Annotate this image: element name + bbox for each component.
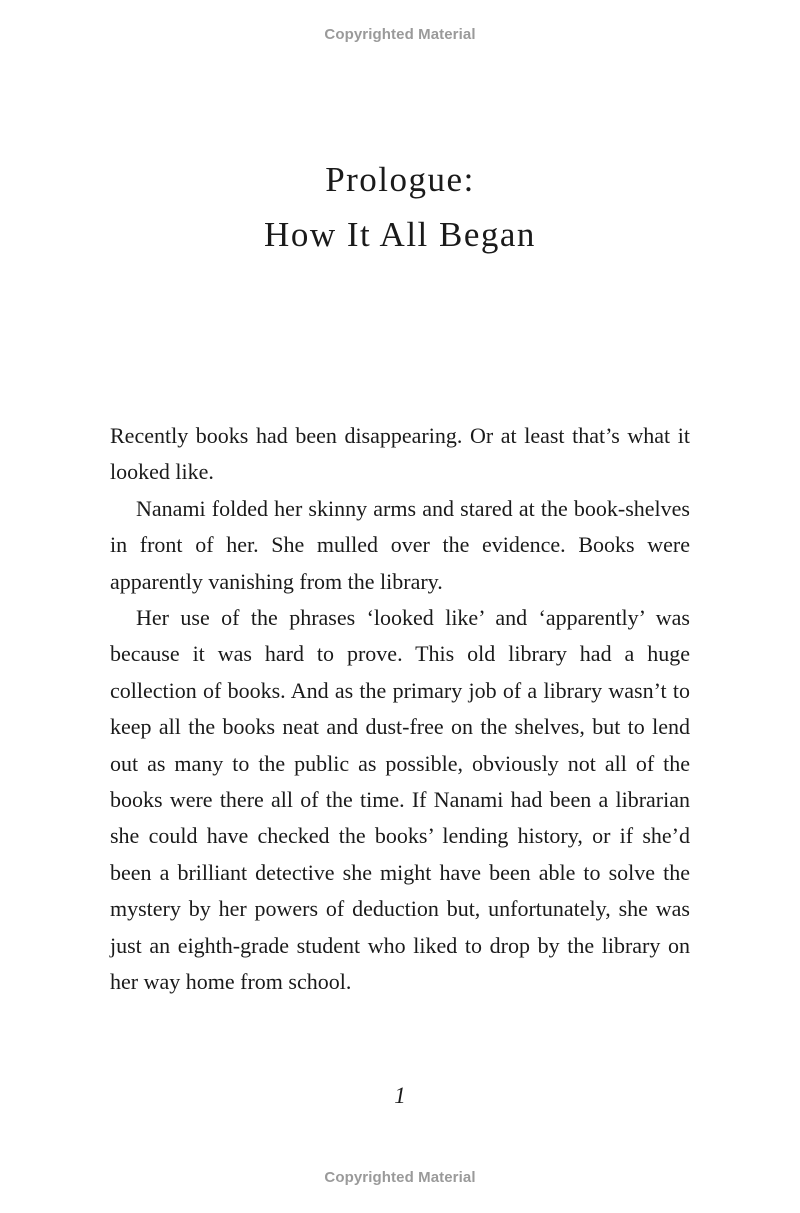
copyright-watermark-bottom: Copyrighted Material <box>324 1169 476 1186</box>
copyright-watermark-top: Copyrighted Material <box>324 26 476 43</box>
body-text <box>110 418 690 1001</box>
page-number: 1 <box>394 1083 406 1108</box>
chapter-title-line-2: How It All Began <box>264 215 536 254</box>
paragraph-1: Recently books had been disappearing. Or at least that’s what it looked like. <box>110 423 690 485</box>
paragraph-2: Nanami folded her skinny arms and stared at the book-shelves in front of her. She mulled over the evidence. Books were apparently vanishing from the library. <box>110 495 690 594</box>
chapter-title <box>0 152 800 262</box>
paragraph-3: Her use of the phrases ‘looked like’ and ‘apparently’ was because it was hard to prove. This old library had a huge collection of books. And as the primary job of a library wasn’t to keep all the books neat and dust-free on the shelves, but to lend out as many to the public as possible, obviously not all of the books were there all of the time. If Nanami had been a librarian she could have checked the books’ lending history, or if she’d been a brilliant detective she might have been able to solve the mystery by her powers of deduction but, unfortunately, she was just an eighth-grade student who liked to drop by the library on her way home from school. <box>110 605 690 995</box>
chapter-title-line-1: Prologue: <box>325 160 475 199</box>
